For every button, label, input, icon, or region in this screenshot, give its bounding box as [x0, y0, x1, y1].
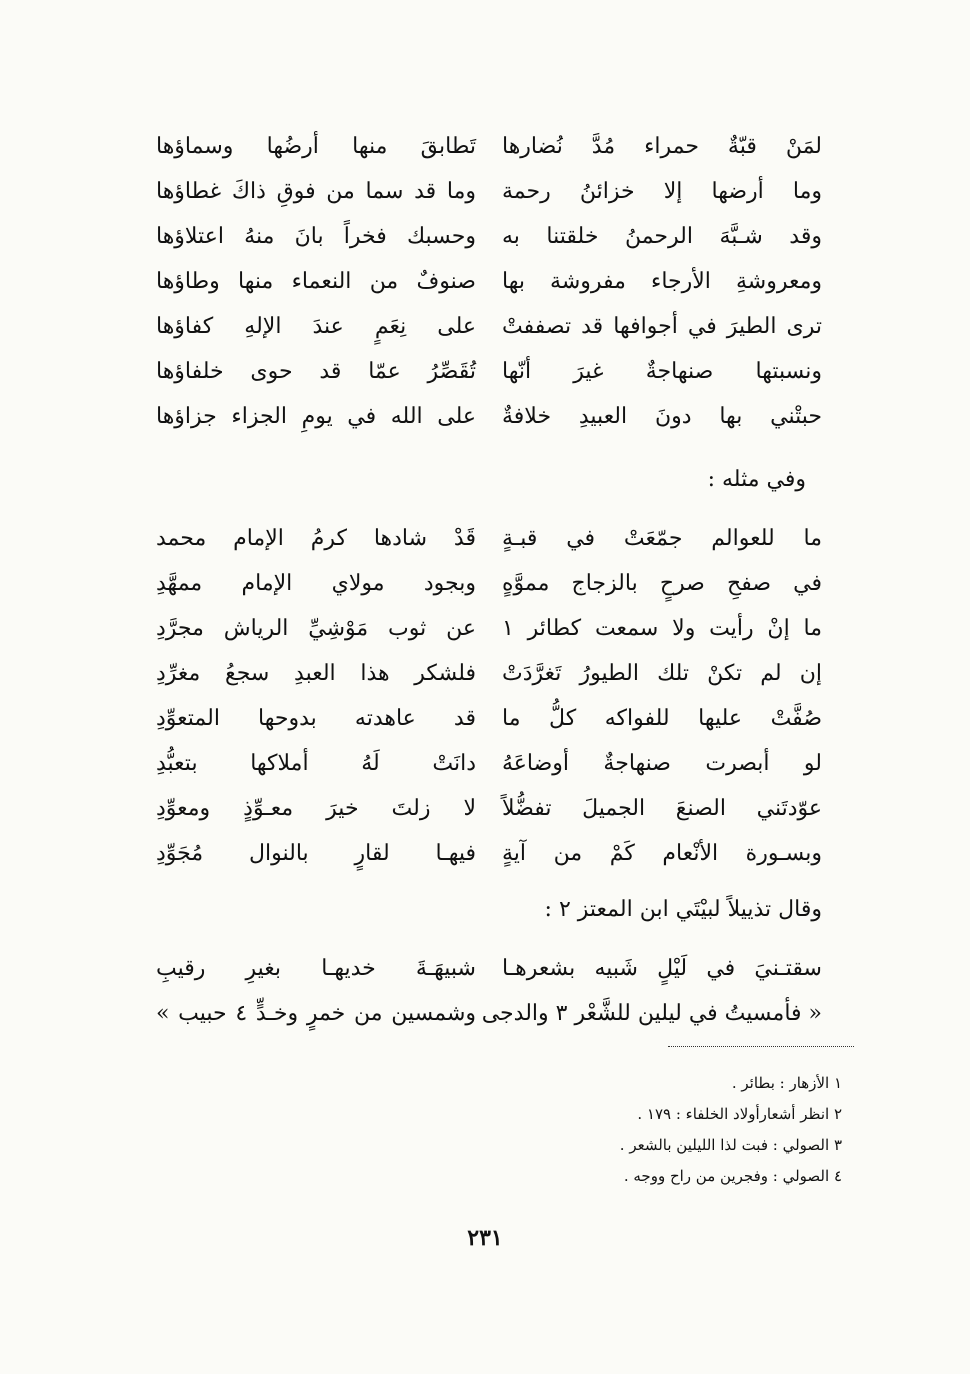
verse-line	[0, 696, 970, 741]
verse-line	[0, 741, 970, 786]
poem-block-3	[0, 946, 970, 1036]
first-hemistich: وما أرضها إلا خزائنُ رحمة	[502, 179, 822, 204]
verse-line	[0, 561, 970, 606]
section-intro: وفي مثله :	[707, 467, 806, 492]
first-hemistich: سقتـنيَ في لَيْلٍ شَبيه بشعرهـا	[502, 956, 822, 981]
footnotes	[482, 1068, 842, 1192]
second-hemistich: تَطابقَ منها أرضُها وسماؤها	[156, 134, 476, 159]
verse-line	[0, 349, 970, 394]
verse-line	[0, 169, 970, 214]
second-hemistich: وما قد سما من فوقِ ذاكَ غطاؤها	[156, 179, 476, 204]
section-intro: وقال تذييلاً لبيْتَي ابن المعتز ٢ :	[544, 897, 822, 922]
verse-line	[0, 259, 970, 304]
second-hemistich: قد عاهدته بدوحها المتعوِّدِ	[156, 706, 476, 731]
second-hemistich: دانَتْ لَهُ أملاكها بتعبُّدِ	[156, 751, 476, 776]
verse-line	[0, 124, 970, 169]
second-hemistich: على الله في يومِ الجزاء جزاؤها	[156, 404, 476, 429]
second-hemistich: وحسبك فخراً بانَ منهُ اعتلاؤها	[156, 224, 476, 249]
verse-line	[0, 304, 970, 349]
footnote: ٢ انظر أشعارأولاد الخلفاء : ١٧٩ .	[637, 1105, 842, 1123]
verse-line	[0, 516, 970, 561]
first-hemistich: عوّدتَني الصنعَ الجميلَ تفضُّلاً	[502, 796, 822, 821]
first-hemistich: وبسـورة الأنْعام كَمْ من آيةٍ	[502, 841, 822, 866]
verse-line	[0, 991, 970, 1036]
page-number: ٢٣١	[467, 1225, 503, 1251]
second-hemistich: لا زلتَ خيرَ معـوِّذٍ ومعوِّدِ	[156, 796, 476, 821]
first-hemistich: لمَنْ قبّةٌ حمراء مُدَّ نُضارها	[502, 134, 822, 159]
footnote: ٣ الصولي : فبت لذا الليلين بالشعر .	[619, 1136, 842, 1154]
second-hemistich: وشمسين من خمرٍ وخـدٍّ ٤ حبيب »	[156, 1001, 476, 1026]
poem-block-2	[0, 516, 970, 876]
verse-line	[0, 651, 970, 696]
verse-line	[0, 831, 970, 876]
first-hemistich: ومعروشةِ الأرجاء مفروشة بها	[502, 269, 822, 294]
footnote: ١ الأزهار : بطائر .	[731, 1074, 842, 1092]
poem-block-1	[0, 124, 970, 439]
second-hemistich: شبيهَـةَ خديهـا بغيرِ رقيبِ	[156, 956, 476, 981]
first-hemistich: لو أبصرت صنهاجةٌ أوضاعَهُ	[502, 751, 822, 776]
second-hemistich: قَدْ شادها كرمُ الإمام محمد	[156, 526, 476, 551]
verse-line	[0, 946, 970, 991]
first-hemistich: ونسبتها صنهاجةٌ غيرَ أنّها	[502, 359, 822, 384]
second-hemistich: عن ثوب مَوْشِيِّ الرياش مجرَّدِ	[156, 616, 476, 641]
first-hemistich: « فأمسيتُ في ليلين للشَّعْر ٣ والدجى	[481, 1001, 822, 1026]
first-hemistich: وقد شـبَّهَ الرحمنُ خلقتنا به	[502, 224, 822, 249]
first-hemistich: حبتْني بها دونَ العبيدِ خلافةٌ	[502, 404, 822, 429]
second-hemistich: على نِعَمٍ عندَ الإلهِ كفاؤها	[156, 314, 476, 339]
verse-line	[0, 786, 970, 831]
verse-line	[0, 394, 970, 439]
verse-line	[0, 214, 970, 259]
first-hemistich: إن لم تكنْ تلك الطيورُ تَغرَّدَتْ	[502, 661, 822, 686]
first-hemistich: في صفحِ صرحٍ بالزجاج مموَّهٍ	[502, 571, 822, 596]
first-hemistich: صُفَّتْ عليها للفواكه كلُّ ما	[502, 706, 822, 731]
second-hemistich: وبجود مولاي الإمام ممهَّدِ	[156, 571, 476, 596]
second-hemistich: تُقَصِّرُ عمّا قد حوى خلفاؤها	[156, 359, 476, 384]
footnote-divider	[668, 1046, 854, 1047]
second-hemistich: فيهـا لقارٍ بالنوال مُجَوِّدِ	[156, 841, 476, 866]
footnote: ٤ الصولي : وفجرين من راح ووجه .	[623, 1167, 842, 1185]
first-hemistich: ما للعوالم جمّعَتْ في قبـةٍ	[502, 526, 822, 551]
verse-line	[0, 606, 970, 651]
first-hemistich: ترى الطيرَ في أجوافها قد تصففتْ	[502, 314, 822, 339]
second-hemistich: فلشكر هذا العبدِ سجعُ مغرِّدِ	[156, 661, 476, 686]
second-hemistich: صنوفٌ من النعماء منها وطاؤها	[156, 269, 476, 294]
first-hemistich: ما إنْ رأيت ولا سمعت كطائر ١	[502, 616, 822, 641]
